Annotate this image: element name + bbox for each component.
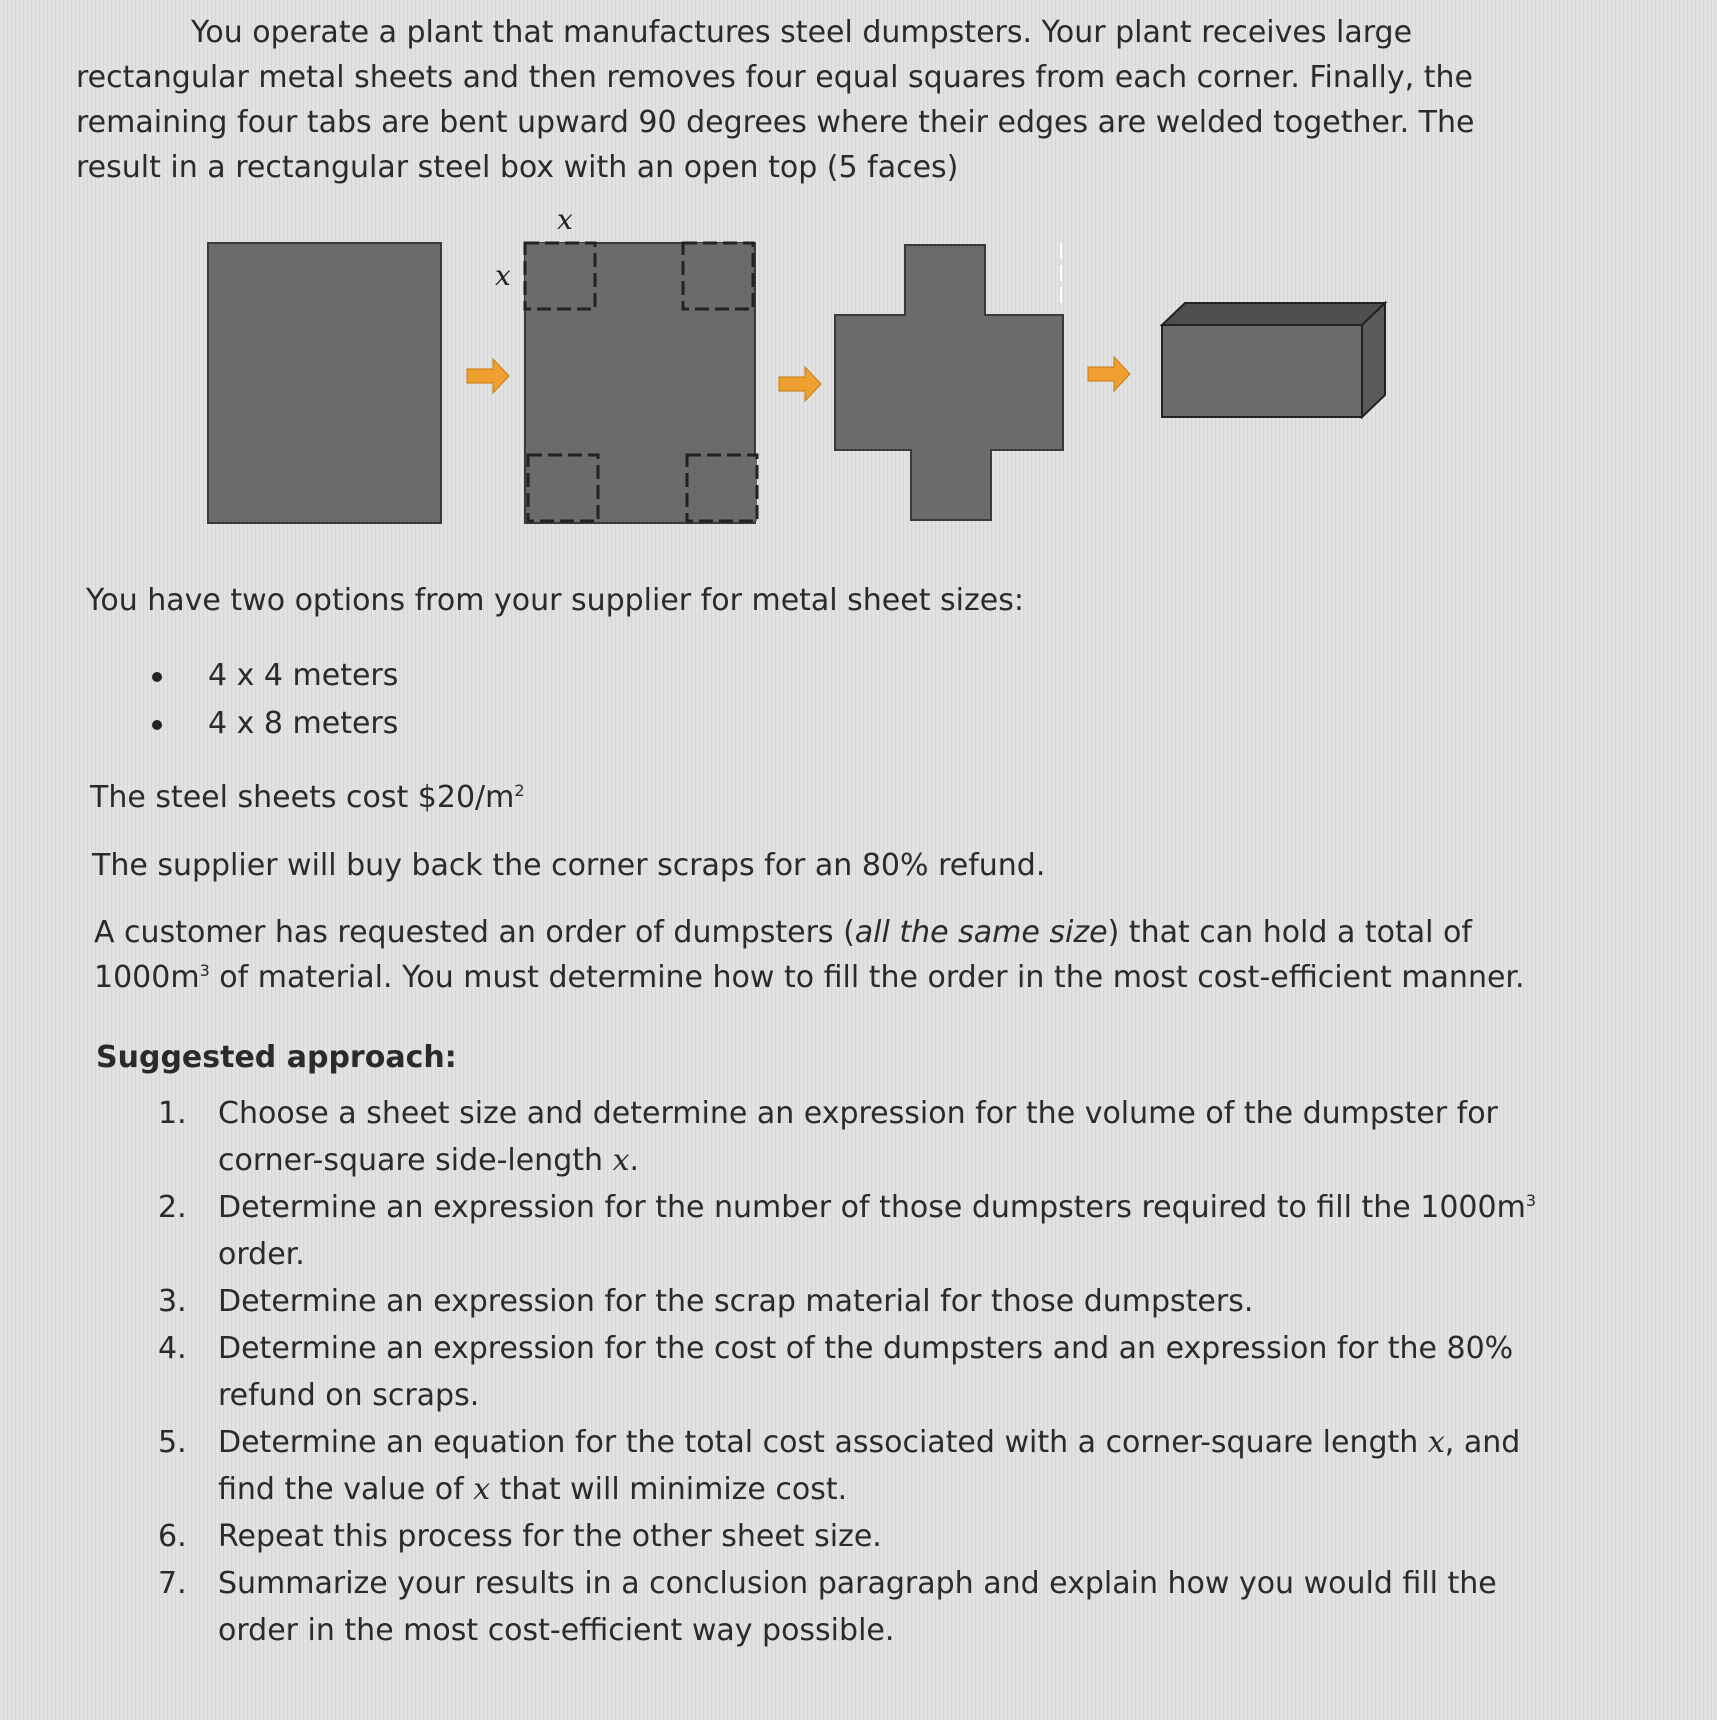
cross-shaped-sheet: [835, 245, 1063, 520]
open-top-box: [1162, 303, 1385, 417]
cost-text: The steel sheets cost $20/m: [90, 780, 515, 815]
step-text: Summarize your results in a conclusion paragraph and explain how you would fill the order in the most cost-efficient way possible.: [218, 1566, 1497, 1648]
corner-square-bottom-right: [687, 455, 757, 521]
request-superscript: 3: [199, 961, 210, 980]
cost-superscript: 2: [514, 781, 525, 800]
list-item: [158, 1513, 1578, 1560]
step-number: 2.: [158, 1190, 187, 1225]
arrow-right-icon: [779, 367, 821, 401]
approach-steps: [158, 1090, 1578, 1654]
step-tail: .: [629, 1143, 640, 1178]
step-text: Determine an expression for the number of those dumpsters required to fill the 1000m: [218, 1190, 1526, 1225]
step-number: 4.: [158, 1331, 187, 1366]
x-label-top: x: [557, 205, 573, 236]
step-variable: x: [1427, 1425, 1445, 1460]
list-item: [158, 1560, 1578, 1654]
step-tail: order.: [218, 1237, 305, 1272]
corner-square-top-left: [525, 243, 595, 309]
approach-heading: Suggested approach:: [96, 1040, 457, 1075]
step-tail: , and find the value of: [218, 1425, 1521, 1507]
request-part3: of material. You must determine how to fill the order in the most cost-efficient manner.: [209, 960, 1525, 995]
request-part2: ) that can hold a total of 1000m: [94, 915, 1472, 995]
corner-square-bottom-left: [528, 455, 598, 521]
arrow-right-icon: [1088, 357, 1130, 391]
process-diagram-svg: [195, 205, 1415, 535]
step-variable: x: [612, 1143, 630, 1178]
step-text: Choose a sheet size and determine an expression for the volume of the dumpster for corner-square side-length: [218, 1096, 1498, 1178]
x-label-side: x: [495, 259, 511, 292]
full-metal-sheet: [208, 243, 441, 523]
list-item: [158, 1325, 1578, 1419]
options-intro: You have two options from your supplier for metal sheet sizes:: [86, 583, 1024, 618]
step-text: Determine an expression for the cost of the dumpsters and an expression for the 80% refund on scraps.: [218, 1331, 1514, 1413]
list-item: [158, 1278, 1578, 1325]
step-variable: x: [473, 1472, 491, 1507]
list-item: [158, 1419, 1578, 1513]
request-part1: A customer has requested an order of dumpsters (: [94, 915, 855, 950]
list-item: [158, 1090, 1578, 1184]
arrow-right-icon: [467, 359, 509, 393]
request-emphasis: all the same size: [854, 915, 1108, 950]
step-tail: that will minimize cost.: [490, 1472, 848, 1507]
cost-line: [90, 775, 525, 820]
intro-paragraph: You operate a plant that manufactures steel dumpsters. Your plant receives large rectangular metal sheets and then removes four equal squares from each corner. Finally, the remaining four tabs are bent upward 90 degrees where their edges are welded together. The result in a rectangular steel box with an open top (5 faces): [76, 15, 1475, 185]
step-text: Determine an equation for the total cost associated with a corner-square length: [218, 1425, 1428, 1460]
list-item: 4 x 8 meters: [150, 700, 398, 748]
list-item: 4 x 4 meters: [150, 652, 398, 700]
refund-line: The supplier will buy back the corner scraps for an 80% refund.: [92, 848, 1046, 883]
list-item: [158, 1184, 1578, 1278]
dumpster-process-diagram: [195, 205, 1415, 539]
step-text: Repeat this process for the other sheet size.: [218, 1519, 882, 1554]
corner-square-top-right: [683, 243, 753, 309]
step-number: 1.: [158, 1096, 187, 1131]
customer-request-paragraph: [94, 910, 1544, 1000]
step-superscript: 3: [1525, 1191, 1537, 1210]
step-number: 3.: [158, 1284, 187, 1319]
step-text: Determine an expression for the scrap material for those dumpsters.: [218, 1284, 1254, 1319]
sheet-size-options: [150, 652, 398, 748]
step-number: 7.: [158, 1566, 187, 1601]
step-number: 6.: [158, 1519, 187, 1554]
step-number: 5.: [158, 1425, 187, 1460]
